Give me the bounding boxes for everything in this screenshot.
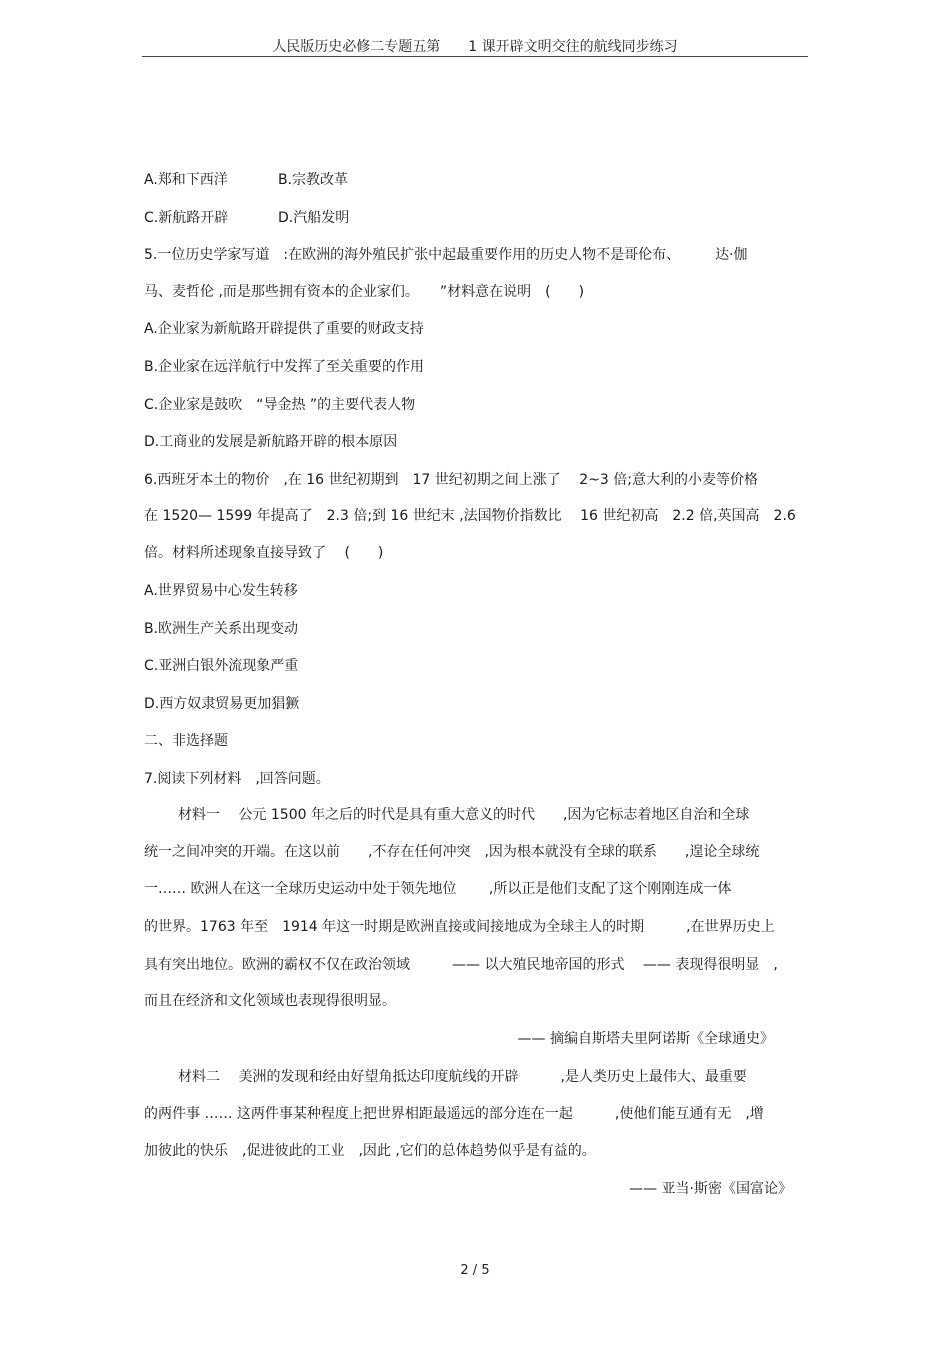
header-divider bbox=[142, 56, 808, 57]
q4-options-row-2 bbox=[144, 209, 349, 227]
material2-line-1: 材料二 美洲的发现和经由好望角抵达印度航线的开辟 ,是人类历史上最伟大、最重要 bbox=[178, 1069, 747, 1085]
material2-line-3: 加彼此的快乐 ,促进彼此的工业 ,因此 ,它们的总体趋势似乎是有益的。 bbox=[144, 1143, 596, 1159]
q4-option-b: B.宗教改革 bbox=[278, 172, 349, 188]
material1-line-3: 一…… 欧洲人在这一全球历史运动中处于领先地位 ,所以正是他们支配了这个刚刚连成一体 bbox=[144, 881, 732, 897]
q6-stem-line-3: 倍。材料所述现象直接导致了 ( ) bbox=[144, 545, 384, 561]
section-title: 二、非选择题 bbox=[144, 733, 228, 749]
material1-line-1: 材料一 公元 1500 年之后的时代是具有重大意义的时代 ,因为它标志着地区自治和全球 bbox=[178, 807, 750, 823]
q7-stem: 7.阅读下列材料 ,回答问题。 bbox=[144, 771, 330, 787]
q6-option-d: D.西方奴隶贸易更加猖獗 bbox=[144, 696, 300, 712]
q5-option-b: B.企业家在远洋航行中发挥了至关重要的作用 bbox=[144, 359, 425, 375]
q6-option-c: C.亚洲白银外流现象严重 bbox=[144, 658, 299, 674]
page-number: 2 / 5 bbox=[460, 1263, 490, 1278]
q6-stem-line-1: 6.西班牙本土的物价 ,在 16 世纪初期到 17 世纪初期之间上涨了 2~3 倍;意大利的小麦等价格 bbox=[144, 472, 758, 488]
q4-option-a: A.郑和下西洋 bbox=[144, 172, 228, 188]
q6-stem-line-2: 在 1520— 1599 年提高了 2.3 倍;到 16 世纪末 ,法国物价指数比 16 世纪初高 2.2 倍,英国高 2.6 bbox=[144, 508, 796, 524]
q5-stem-line-2: 马、麦哲伦 ,而是那些拥有资本的企业家们。 ”材料意在说明 ( ) bbox=[144, 284, 585, 300]
material1-line-4: 的世界。1763 年至 1914 年这一时期是欧洲直接或间接地成为全球主人的时期 ,在世界历史上 bbox=[144, 919, 775, 935]
material2-source: —— 亚当·斯密《国富论》 bbox=[629, 1181, 792, 1197]
q5-option-c: C.企业家是鼓吹 “导金热 ”的主要代表人物 bbox=[144, 397, 416, 413]
page-header: 人民版历史必修二专题五第 1 课开辟文明交往的航线同步练习 bbox=[272, 39, 678, 55]
q6-option-a: A.世界贸易中心发生转移 bbox=[144, 583, 298, 599]
material1-source: —— 摘编自斯塔夫里阿诺斯《全球通史》 bbox=[517, 1031, 774, 1047]
material1-line-6: 而且在经济和文化领域也表现得很明显。 bbox=[144, 993, 396, 1009]
q5-option-d: D.工商业的发展是新航路开辟的根本原因 bbox=[144, 434, 398, 450]
q4-options-row-1 bbox=[144, 171, 348, 189]
q4-option-d: D.汽船发明 bbox=[278, 210, 350, 226]
q5-option-a: A.企业家为新航路开辟提供了重要的财政支持 bbox=[144, 321, 424, 337]
q6-option-b: B.欧洲生产关系出现变动 bbox=[144, 621, 299, 637]
q5-stem-line-1: 5.一位历史学家写道 :在欧洲的海外殖民扩张中起最重要作用的历史人物不是哥伦布、 达·伽 bbox=[144, 247, 748, 263]
q4-option-c: C.新航路开辟 bbox=[144, 210, 229, 226]
material1-line-2: 统一之间冲突的开端。在这以前 ,不存在任何冲突 ,因为根本就没有全球的联系 ,遑论全球统 bbox=[144, 844, 760, 860]
material1-line-5: 具有突出地位。欧洲的霸权不仅在政治领域 —— 以大殖民地帝国的形式 —— 表现得很明显 , bbox=[144, 957, 778, 973]
material2-line-2: 的两件事 …… 这两件事某种程度上把世界相距最遥远的部分连在一起 ,使他们能互通有无 ,增 bbox=[144, 1106, 764, 1122]
